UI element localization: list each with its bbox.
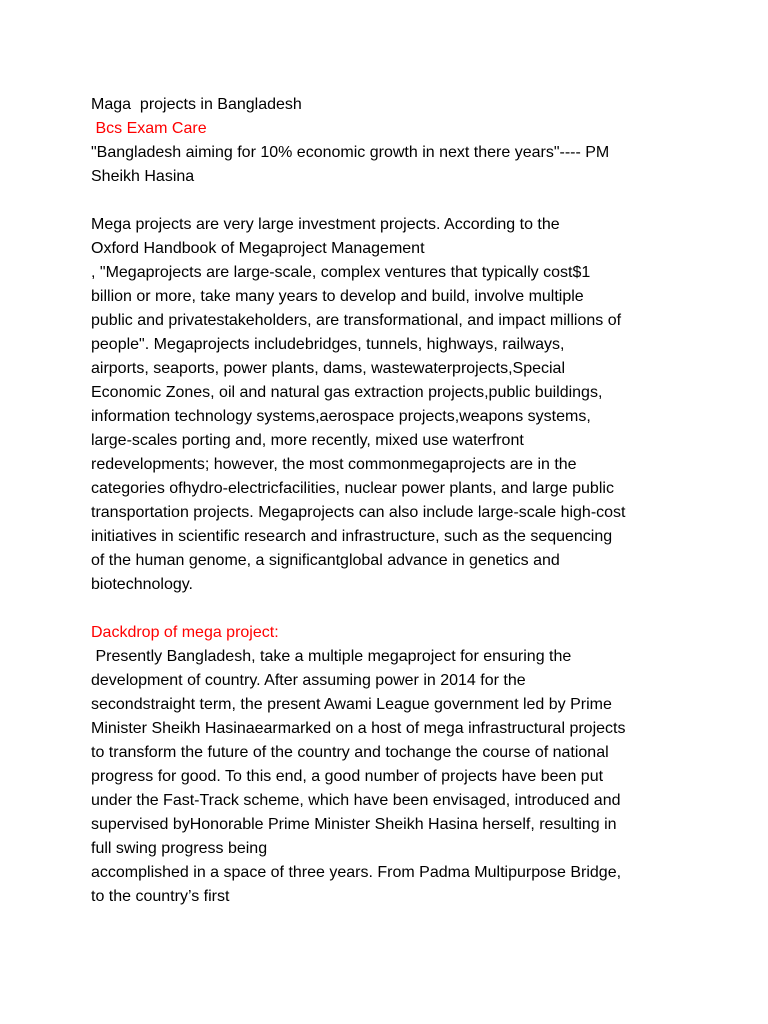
section-heading: Dackdrop of mega project: [91,624,279,641]
paragraph-line: initiatives in scientific research and infrastructure, such as the sequencing [91,528,613,545]
source-label: Bcs Exam Care [91,120,207,137]
document-page [91,93,731,909]
paragraph-line: Minister Sheikh Hasinaearmarked on a host of mega infrastructural projects [91,720,626,737]
spacer [91,189,731,213]
paragraph-line: Economic Zones, oil and natural gas extraction projects,public buildings, [91,384,603,401]
paragraph-line: information technology systems,aerospace projects,weapons systems, [91,408,591,425]
spacer [91,597,731,621]
quote-block [91,141,731,189]
paragraph-line: biotechnology. [91,576,193,593]
paragraph-intro [91,213,731,597]
paragraph-line: airports, seaports, power plants, dams, wastewaterprojects,Special [91,360,565,377]
paragraph-line: secondstraight term, the present Awami League government led by Prime [91,696,612,713]
paragraph-line: accomplished in a space of three years. From Padma Multipurpose Bridge, [91,864,622,881]
paragraph-line: Presently Bangladesh, take a multiple megaproject for ensuring the [91,648,572,665]
paragraph-line: progress for good. To this end, a good number of projects have been put [91,768,604,785]
paragraph-line: public and privatestakeholders, are transformational, and impact millions of [91,312,622,329]
paragraph-line: supervised byHonorable Prime Minister Sheikh Hasina herself, resulting in [91,816,617,833]
paragraph-line: Oxford Handbook of Megaproject Management [91,240,425,257]
paragraph-backdrop [91,645,731,909]
paragraph-line: billion or more, take many years to develop and build, involve multiple [91,288,584,305]
paragraph-line: , "Megaprojects are large-scale, complex ventures that typically cost$1 [91,264,591,281]
paragraph-line: under the Fast-Track scheme, which have been envisaged, introduced and [91,792,621,809]
paragraph-line: categories ofhydro-electricfacilities, nuclear power plants, and large public [91,480,614,497]
paragraph-line: large-scales porting and, more recently, mixed use waterfront [91,432,524,449]
quote-line: Sheikh Hasina [91,168,195,185]
paragraph-line: transportation projects. Megaprojects can also include large-scale high-cost [91,504,626,521]
paragraph-line: Mega projects are very large investment projects. According to the [91,216,560,233]
paragraph-line: full swing progress being [91,840,268,857]
paragraph-line: people". Megaprojects includebridges, tunnels, highways, railways, [91,336,565,353]
document-title: Maga projects in Bangladesh [91,96,302,113]
paragraph-line: to transform the future of the country and tochange the course of national [91,744,609,761]
paragraph-line: of the human genome, a significantglobal advance in genetics and [91,552,560,569]
paragraph-line: redevelopments; however, the most commonmegaprojects are in the [91,456,577,473]
paragraph-line: to the country’s first [91,888,230,905]
paragraph-line: development of country. After assuming power in 2014 for the [91,672,526,689]
quote-line: "Bangladesh aiming for 10% economic growth in next there years"---- PM [91,144,610,161]
